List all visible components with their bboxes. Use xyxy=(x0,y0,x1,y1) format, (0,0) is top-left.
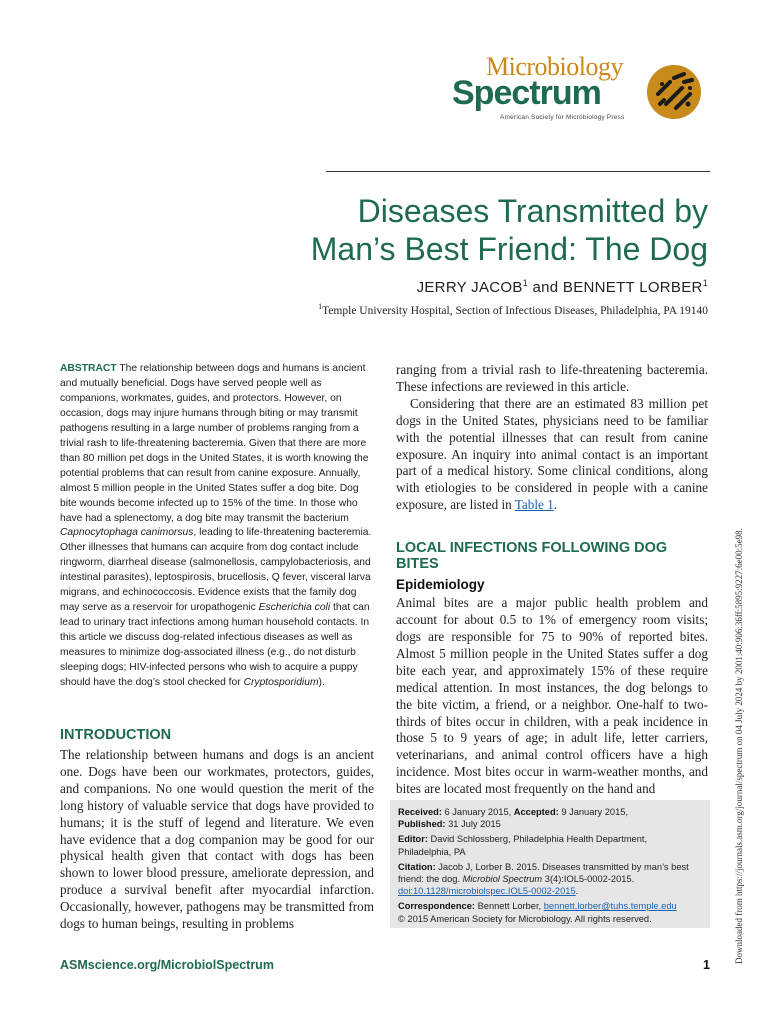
abstract-label: ABSTRACT xyxy=(60,363,117,374)
paragraph-2-text: Considering that there are an estimated 83 million pet dogs in the United States, physicians need to be familiar with the potential illnesses that can result from canine exposure. An inquiry into animal contact is an important part of a medical history. Some clinical conditions, along with etiologies to be considered in people with a canine exposure, are listed in xyxy=(396,395,708,513)
introduction-paragraph: The relationship between humans and dogs is an ancient one. Dogs have been our workmates, protectors, guides, and companions. No one would question the merit of the long history of valuable service that dogs have provided to humans; it is the stuff of legend and literature. We even have evidence that a dog companion may be good for our physical health given that contact with dogs has been shown to lower blood pressure, ameliorate depression, and produce a survival benefit after myocardial infarction. Occasionally, however, pathogens may be transmitted from dogs to human beings, resulting in problems xyxy=(60,746,374,932)
abstract-species-2: Escherichia coli xyxy=(258,602,331,614)
footer-site-link[interactable]: ASMscience.org/MicrobiolSpectrum xyxy=(60,958,274,972)
page-number: 1 xyxy=(703,958,710,972)
affiliation-mark: 1 xyxy=(318,302,323,311)
editor-text: David Schlossberg, Philadelphia Health Department, Philadelphia, PA xyxy=(398,834,648,857)
introduction-heading: INTRODUCTION xyxy=(60,726,172,743)
table-1-link[interactable]: Table 1 xyxy=(514,497,554,513)
epidemiology-subheading: Epidemiology xyxy=(396,577,485,593)
correspondence-name: Bennett Lorber, xyxy=(474,901,544,912)
right-column xyxy=(396,362,708,798)
citation-text: Jacob J, Lorber B. 2015. Diseases transmitted by man’s best friend: the dog. xyxy=(398,861,689,885)
paragraph-1: ranging from a trivial rash to life-threatening bacteremia. These infections are reviewed in this article. xyxy=(396,362,708,394)
epidemiology-paragraph: Animal bites are a major public health problem and account for about 0.5 to 1% of emergency room visits; dogs are responsible for 75 to 90% of reported bites. Almost 5 million people in the United States suffer a dog bite each year, and approximately 15% of these require medical attention. In most instances, the dog belongs to the bite victim, a friend, or a neighbor. One-half to two-thirds of bites occur in children, with a peak incidence in those 5 to 9 years of age; in adult life, letter carriers, veterinarians, and animal control officers have a high incidence. Most bites occur in warm-weather months, and bites are located most frequently on the hand and xyxy=(396,595,708,797)
accepted-date: 9 January 2015, xyxy=(558,807,628,817)
article-info-box xyxy=(390,800,710,928)
email-link[interactable]: bennett.lorber@tuhs.temple.edu xyxy=(543,901,677,912)
dates-line xyxy=(398,806,702,830)
citation-volume: 3(4):IOL5-0002-2015. xyxy=(542,874,635,885)
author-list xyxy=(300,278,708,296)
title-line-2: Man’s Best Friend: The Dog xyxy=(310,231,708,267)
affiliation-text: Temple University Hospital, Section of Infectious Diseases, Philadelphia, PA 19140 xyxy=(322,304,708,317)
doi-link[interactable]: doi:10.1128/microbiolspec.IOL5-0002-2015 xyxy=(398,886,576,897)
abstract-text: , leading to life-threatening bacteremia. Other illnesses that humans can acquire from dog contact include ringworm, diarrheal disease (salmonellosis, campylobacteriosis, and intestinal parasites), leptospirosis, brucellosis, Q fever, visceral larva migrans, and echinococcosis. Evidence exists that the family dog may serve as a reservoir for uropathogenic xyxy=(60,527,372,614)
affiliation xyxy=(250,302,708,317)
citation-line xyxy=(398,861,702,898)
local-infections-heading: LOCAL INFECTIONS FOLLOWING DOG BITES xyxy=(396,540,668,573)
doi-end: . xyxy=(575,886,579,897)
editor-label: Editor: xyxy=(398,834,428,845)
author-1: JERRY JACOB xyxy=(416,279,523,296)
abstract-text: ). xyxy=(318,677,325,689)
title-line-1: Diseases Transmitted by xyxy=(357,193,708,229)
paragraph-2-end: . xyxy=(553,497,558,513)
accepted-label: Accepted: xyxy=(513,807,559,817)
abstract-species-1: Capnocytophaga canimorsus xyxy=(60,527,194,539)
copyright: © 2015 American Society for Microbiology. All rights reserved. xyxy=(398,913,652,924)
citation-label: Citation: xyxy=(398,861,436,872)
author-2: BENNETT LORBER xyxy=(562,279,703,296)
abstract-text: that can lead to urinary tract infections among human household contacts. In this article we discuss dog-related infectious diseases as well as measures to minimize dog-associated illness (e.g., do not disturb sleeping dogs; HIV-infected persons who wish to acquire a puppy should have the dog’s stool checked for xyxy=(60,602,370,689)
journal-logo xyxy=(452,52,712,122)
title-rule xyxy=(326,171,710,172)
received-date: 6 January 2015, xyxy=(441,807,514,817)
correspondence-line xyxy=(398,900,702,924)
abstract-text: The relationship between dogs and humans is ancient and mutually beneficial. Dogs have served people well as companions, workmates, guides, and protectors. However, on occasion, dogs may injure humans through biting or may transmit pathogens resulting in a large number of problems ranging from a trivial rash to life-threatening bacteremia. Given that there are more than 80 million pet dogs in the United States, it is worth knowing the potential problems that can result from canine exposure. Annually, almost 5 million people in the United States suffer a dog bite. Dog bite wounds become infected up to 15% of the time. In those who have had a splenectomy, a dog bite may transmit the bacterium xyxy=(60,363,369,524)
abstract xyxy=(60,362,374,691)
editor-line xyxy=(398,833,702,857)
citation-journal: Microbiol Spectrum xyxy=(462,874,543,885)
correspondence-label: Correspondence: xyxy=(398,901,475,912)
published-date: 31 July 2015 xyxy=(445,819,501,830)
article-title xyxy=(220,192,708,268)
authors-conjunction: and xyxy=(528,279,563,296)
microbe-logo-icon xyxy=(646,64,702,120)
received-label: Received: xyxy=(398,807,442,817)
logo-subtitle: American Society for Microbiology Press xyxy=(500,114,625,121)
logo-microbiology-text: Microbiology xyxy=(486,52,623,81)
author-2-affiliation-mark: 1 xyxy=(702,278,708,288)
published-label: Published: xyxy=(398,819,446,830)
left-column xyxy=(60,362,374,933)
download-notice-text: Downloaded from https://journals.asm.org/journal/spectrum on 04 July 2024 by 2001:40:906:36ff:5895:9227:6e00:5e98. xyxy=(734,528,744,964)
author-1-affiliation-mark: 1 xyxy=(522,278,529,288)
paragraph-2 xyxy=(396,396,708,514)
abstract-species-3: Cryptosporidium xyxy=(243,677,319,689)
download-notice xyxy=(732,496,746,996)
logo-spectrum-text: Spectrum xyxy=(452,74,601,112)
